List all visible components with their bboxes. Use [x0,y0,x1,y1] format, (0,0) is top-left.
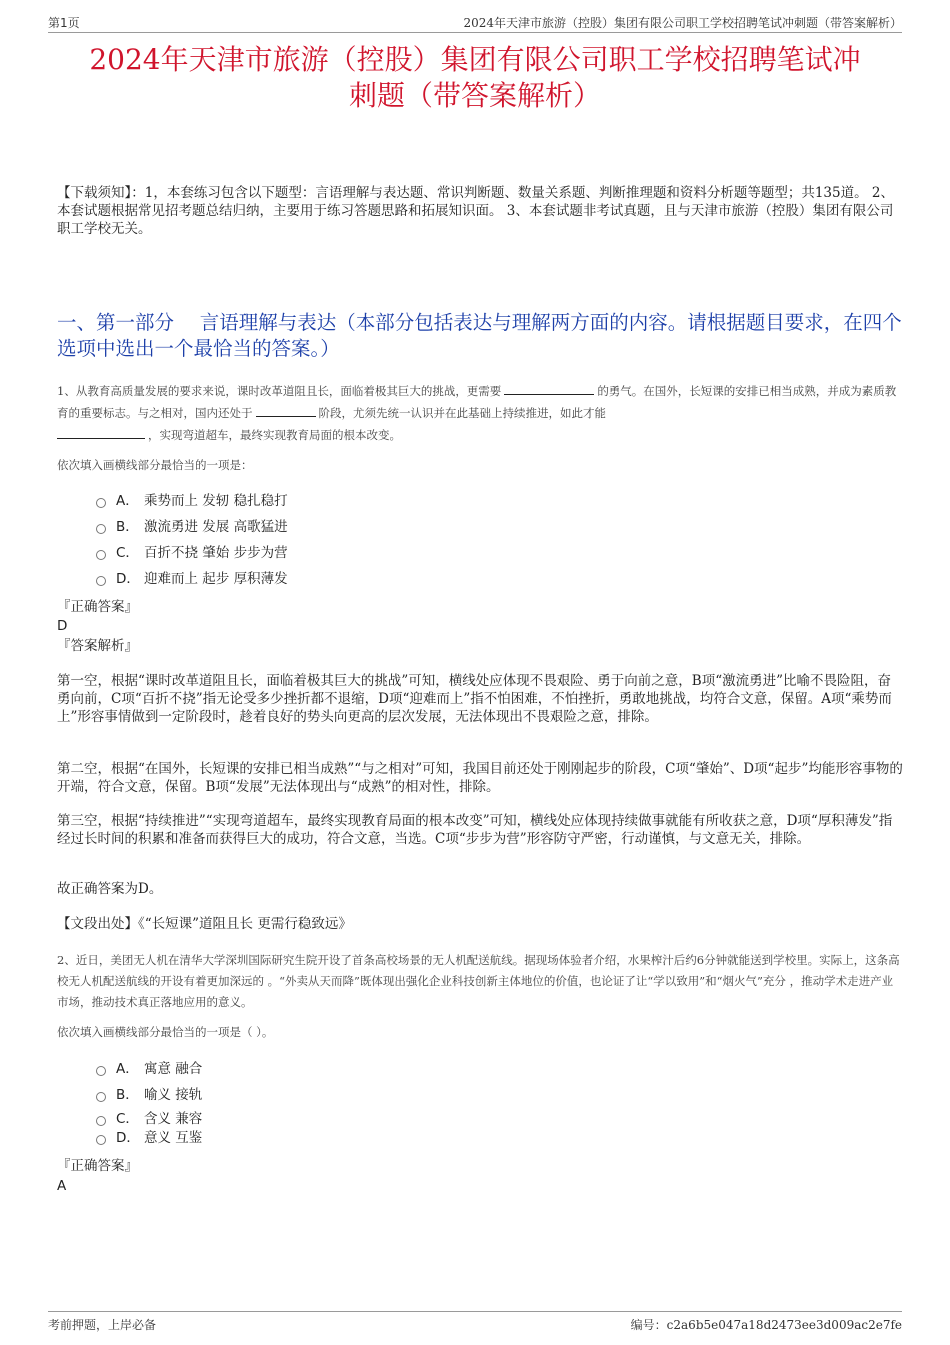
q2-option-d[interactable]: D． 意义 互鉴 [96,1129,202,1147]
radio-icon[interactable] [96,1135,106,1145]
section-heading: 一、第一部分 言语理解与表达（本部分包括表达与理解两方面的内容。请根据题目要求，在四个选项中选出一个最恰当的答案。） [57,311,902,360]
q2-option-c[interactable]: C． 含义 兼容 [96,1110,202,1128]
page-number: 第1页 [48,16,80,30]
q2-answer-label: 『正确答案』 [57,1158,138,1174]
q1-source: 【文段出处】《“长短课”道阻且长 更需行稳致远》 [57,916,352,932]
question-1-text [57,380,903,446]
question-2-prompt: 依次填入画横线部分最恰当的一项是（ ）。 [57,1025,274,1039]
title-line-1: 2024年天津市旅游（控股）集团有限公司职工学校招聘笔试冲 [89,43,861,76]
q1-option-c[interactable]: C． 百折不挠 肇始 步步为营 [96,544,288,562]
q1-answer: D [57,618,68,634]
q1-analysis-label: 『答案解析』 [57,638,138,654]
q2-answer: A [57,1178,67,1194]
q1-text-a: 1、从教育高质量发展的要求来说，课时改革道阻且长，面临着极其巨大的挑战，更需要 [57,384,502,398]
q2-option-b[interactable]: B． 喻义 接轨 [96,1086,202,1104]
radio-icon[interactable] [96,524,106,534]
q2-option-a[interactable]: A． 寓意 融合 [96,1060,202,1078]
q1-text-b: 的勇气。在国外，长短课的安排已相当成熟，并成为素质教育的重要标志。与之相对，国内还处于 [57,384,897,420]
q1-option-d[interactable]: D． 迎难而上 起步 厚积薄发 [96,570,288,588]
q1-text-d: ，实现弯道超车，最终实现教育局面的根本改变。 [148,428,401,442]
q1-answer-label: 『正确答案』 [57,599,138,615]
radio-icon[interactable] [96,498,106,508]
download-notice: 【下载须知】：1，本套练习包含以下题型：言语理解与表达题、常识判断题、数量关系题、判断推理题和资料分析题等题型；共135道。 2、本套试题根据常见招考题总结归纳，主要用于练习答题思路和拓展知识面。 3、本套试题非考试真题，且与天津市旅游（控股）集团有限公司职工学校无关。 [57,185,894,237]
document-title [48,42,902,114]
radio-icon[interactable] [96,576,106,586]
radio-icon[interactable] [96,1066,106,1076]
q1-analysis-paragraph-2: 第二空，根据“在国外，长短课的安排已相当成熟”“与之相对”可知，我国目前还处于刚刚起步的阶段，C项“肇始”、D项“起步”均能形容事物的开端，符合文意，保留。B项“发展”无法体现出与“成熟”的相对性，排除。 [57,761,903,795]
q1-analysis-paragraph-1: 第一空，根据“课时改革道阻且长，面临着极其巨大的挑战”可知，横线处应体现不畏艰险、勇于向前之意，B项“激流勇进”比喻不畏险阻，奋勇向前，C项“百折不挠”指无论受多少挫折都不退缩，D项“迎难而上”指不怕困难，不怕挫折，勇敢地挑战，均符合文意，保留。A项“乘势而上”形容事情做到一定阶段时，趁着良好的势头向更高的层次发展，无法体现出不畏艰险之意，排除。 [57,673,892,725]
footer-slogan: 考前押题，上岸必备 [48,1318,157,1332]
q1-option-b[interactable]: B． 激流勇进 发展 高歌猛进 [96,518,288,536]
q1-analysis-paragraph-3: 第三空，根据“持续推进”“实现弯道超车，最终实现教育局面的根本改变”可知，横线处应体现持续做事就能有所收获之意，D项“厚积薄发”指经过长时间的积累和准备而获得巨大的成功，符合文意，当选。C项“步步为营”形容防守严密，行动谨慎，与文意无关，排除。 [57,813,893,847]
footer-doc-id: 编号：c2a6b5e047a18d2473ee3d009ac2e7fe [630,1318,902,1332]
question-2-text: 2、近日，美团无人机在清华大学深圳国际研究生院开设了首条高校场景的无人机配送航线。据现场体验者介绍，水果榨汁后约6分钟就能送到学校里。实际上，这条高校无人机配送航线的开设有着更加深远的 。“外卖从天而降”既体现出强化企业科技创新主体地位的价值，也论证了让“学以致用”和“烟火气”充分 ，推动学术走进产业市场，推动技术真正落地应用的意义。 [57,953,900,1009]
title-line-2: 刺题（带答案解析） [348,79,601,112]
q1-blank-1 [504,380,594,395]
q1-blank-3 [57,424,145,439]
q1-conclusion: 故正确答案为D。 [57,881,163,897]
q1-option-a[interactable]: A． 乘势而上 发轫 稳扎稳打 [96,492,288,510]
q1-blank-2 [256,402,316,417]
q1-text-c: 阶段，尤须先统一认识并在此基础上持续推进，如此才能 [318,406,606,420]
question-1-prompt: 依次填入画横线部分最恰当的一项是： [57,458,253,472]
header-doc-title: 2024年天津市旅游（控股）集团有限公司职工学校招聘笔试冲刺题（带答案解析） [463,16,902,30]
radio-icon[interactable] [96,550,106,560]
page-footer [48,1311,902,1334]
radio-icon[interactable] [96,1116,106,1126]
page-header [48,14,902,33]
radio-icon[interactable] [96,1092,106,1102]
